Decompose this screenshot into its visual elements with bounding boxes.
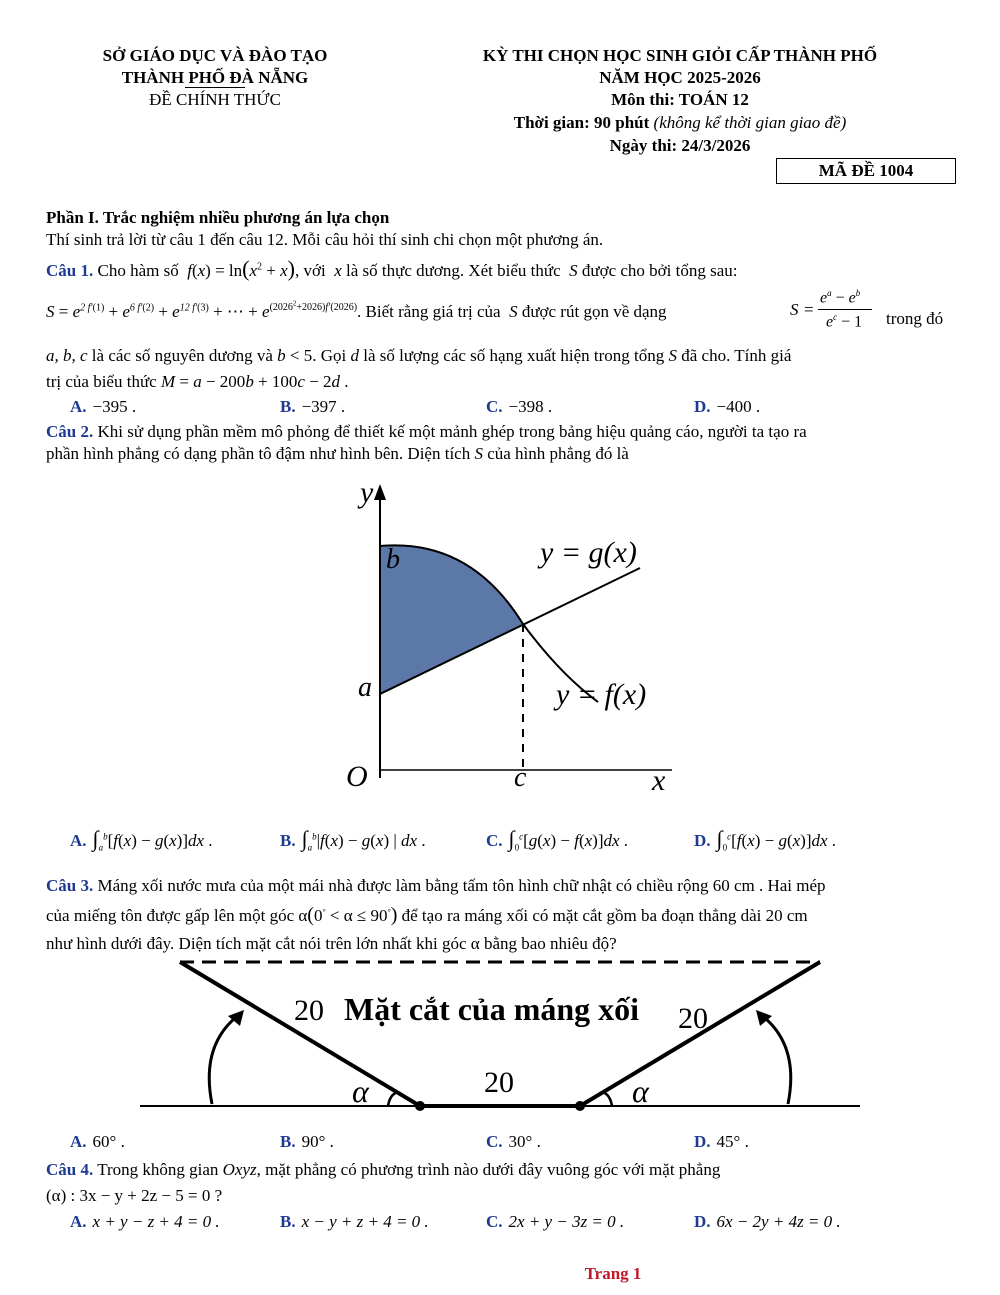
q4-option-a[interactable]: A. x + y − z + 4 = 0 .: [70, 1212, 220, 1231]
q1-text: là số lượng các số hạng xuất hiện trong tổng: [363, 346, 665, 365]
origin-label: O: [346, 760, 368, 793]
q3-option-a[interactable]: A. 60° .: [70, 1132, 125, 1151]
left-length-label: 20: [294, 994, 324, 1027]
q4-option-b[interactable]: B. x − y + z + 4 = 0 .: [280, 1212, 429, 1231]
q1-text: trong đó: [886, 309, 944, 328]
q3-line3: như hình dưới đây. Diện tích mặt cắt nói trên lớn nhất khi góc α bằng bao nhiêu độ?: [46, 934, 617, 953]
label-b: b: [386, 544, 400, 575]
time-info: [430, 113, 930, 133]
q4-line2: (α) : 3x − y + 2z − 5 = 0 ?: [46, 1186, 223, 1205]
q2-label: Câu 2.: [46, 422, 94, 441]
q2-option-b[interactable]: B. $\int_a^b|f(x) - g(x)$ | dx .: [280, 826, 426, 853]
q1-option-d[interactable]: D. −400 .: [694, 397, 761, 416]
q3-label: Câu 3.: [46, 876, 94, 895]
q2-text: của hình phẳng đó là: [487, 444, 629, 463]
shaded-region: [380, 545, 523, 694]
q1-text: trị của biểu thức: [46, 372, 157, 391]
q1-function: f: [182, 261, 192, 280]
left-joint: [415, 1101, 425, 1111]
q1-text: . Biết rằng giá trị của: [357, 301, 501, 321]
time-label: Thời gian: 90 phút: [513, 113, 650, 132]
school-year: NĂM HỌC 2025-2026: [599, 68, 761, 87]
q3-line2: của miếng tôn được gấp lên một góc α(0° < α ≤ 90°) để tạo ra máng xối có mặt cắt gồm ba đoạn thẳng dài 20 cm: [46, 904, 808, 926]
q1-line1: Câu 1. Cho hàm số $f(x) = \ln(x^2 + x)$, với x là số thực dương. Xét biểu thức S được cho bởi tổng sau:: [46, 256, 738, 281]
q1-option-a[interactable]: A. −395 .: [70, 397, 137, 416]
label-c: c: [514, 762, 527, 793]
q1-text: . Gọi: [312, 346, 347, 365]
q3-text: của miếng tôn được gấp lên một góc: [46, 906, 295, 925]
q2-text: Khi sử dụng phần mềm mô phỏng để thiết kế một mảnh ghép trong bảng hiệu quảng cáo, người ta tạo ra: [97, 422, 807, 441]
q2-option-d[interactable]: D. $\int_0^c[f(x) - g(x)]dx$ .: [694, 826, 837, 853]
f-label: y = f(x): [556, 678, 647, 711]
x-axis-label: x: [652, 764, 666, 797]
q1-text: , với: [295, 261, 326, 280]
part-intro: Thí sinh trả lời từ câu 1 đến câu 12. Mỗi câu hỏi thí sinh chi chọn một phương án.: [46, 230, 604, 249]
area-graph: [310, 478, 690, 808]
q2-line2: phần hình phẳng có dạng phần tô đậm như hình bên. Diện tích S của hình phẳng đó là: [46, 444, 629, 463]
q4-text: Oxyz: [222, 1160, 257, 1179]
g-label: y = g(x): [540, 536, 637, 569]
q1-label: Câu 1.: [46, 261, 94, 280]
q3-option-c[interactable]: C. 30° .: [486, 1132, 541, 1151]
q3-option-d[interactable]: D. 45° .: [694, 1132, 749, 1151]
y-axis-arrow-icon: [374, 484, 386, 500]
bottom-length-label: 20: [484, 1066, 514, 1099]
y-axis-label: y: [360, 478, 374, 509]
q1-text: đã cho. Tính giá: [681, 346, 792, 365]
q3-text: Máng xối nước mưa của một mái nhà được làm bằng tấm tôn hình chữ nhật có chiều rộng 60 cm . Hai mép: [97, 876, 826, 895]
right-joint: [575, 1101, 585, 1111]
exam-date: Ngày thi: 24/3/2026: [609, 136, 751, 155]
department-name: SỞ GIÁO DỤC VÀ ĐÀO TẠO: [102, 46, 328, 65]
gutter-figure: [140, 954, 860, 1124]
q1-text: là các số nguyên dương và: [91, 346, 273, 365]
exam-code-box: MÃ ĐỀ 1004: [776, 158, 956, 184]
page-number: Trang 1: [584, 1264, 642, 1283]
official-label: ĐỀ CHÍNH THỨC: [149, 90, 281, 109]
q4-text: , mặt phẳng có phương trình nào dưới đây vuông góc với mặt phẳng: [256, 1160, 721, 1179]
right-angle-label: α: [632, 1073, 649, 1109]
subject: Môn thi: TOÁN 12: [611, 90, 749, 109]
left-fold-arc: [209, 1014, 240, 1104]
q2-text: phần hình phẳng có dạng phần tô đậm như hình bên. Diện tích: [46, 444, 471, 463]
q1-option-c[interactable]: C. −398 .: [486, 397, 553, 416]
header-underline: [185, 87, 245, 88]
q1-line4: trị của biểu thức M = a − 200b + 100c − 2d .: [46, 372, 349, 391]
q1-option-b[interactable]: B. −397 .: [280, 397, 346, 416]
city-name: THÀNH PHỐ ĐÀ NẴNG: [121, 68, 309, 87]
q1-sum-formula: S: [46, 301, 55, 321]
q3-text: để tạo ra máng xối có mặt cắt gồm ba đoạn thẳng dài 20 cm: [401, 906, 808, 925]
q1-text: được rút gọn về dạng: [521, 301, 667, 321]
label-a: a: [358, 672, 372, 703]
q1-text: là số thực dương. Xét biểu thức: [346, 261, 561, 280]
q2-option-a[interactable]: A. $\int_a^b[f(x) - g(x)]dx$ .: [70, 826, 213, 853]
q4-option-c[interactable]: C. 2x + y − 3z = 0 .: [486, 1212, 625, 1231]
exam-title: KỲ THI CHỌN HỌC SINH GIỎI CẤP THÀNH PHỐ: [482, 46, 878, 65]
q1-line2: $S = e^{2 f'(1)} + e^{6 f'(2)} + e^{12 f'(3)}$ + ⋯ + $e^{(2026^2+2026)f'(2026)}$. Biết rằng giá trị của S được rút gọn về dạng: [46, 300, 667, 321]
q1-text: Cho hàm số: [97, 261, 179, 280]
q4-line1: [46, 1160, 720, 1180]
figure-title: Mặt cắt của máng xối: [344, 991, 640, 1027]
q3-option-b[interactable]: B. 90° .: [280, 1132, 334, 1151]
q3-line1: [46, 876, 826, 896]
q4-label: Câu 4.: [46, 1160, 94, 1179]
left-angle-label: α: [352, 1073, 369, 1109]
q1-text: được cho bởi tổng sau:: [581, 261, 738, 280]
q4-text: Trong không gian: [97, 1160, 219, 1179]
left-side: [180, 962, 420, 1106]
q2-line1: [46, 422, 807, 442]
q1-line3: a, b, c là các số nguyên dương và b < 5. Gọi d là số lượng các số hạng xuất hiện trong tổng S đã cho. Tính giá: [46, 346, 792, 365]
part-title: Phần I. Trắc nghiệm nhiều phương án lựa chọn: [46, 208, 390, 227]
right-length-label: 20: [678, 1002, 708, 1035]
q4-option-d[interactable]: D. 6x − 2y + 4z = 0 .: [694, 1212, 841, 1231]
q2-option-c[interactable]: C. $\int_0^c[g(x) - f(x)]dx$ .: [486, 826, 629, 853]
right-fold-arc: [760, 1014, 791, 1104]
time-note: (không kể thời gian giao đề): [653, 113, 847, 132]
